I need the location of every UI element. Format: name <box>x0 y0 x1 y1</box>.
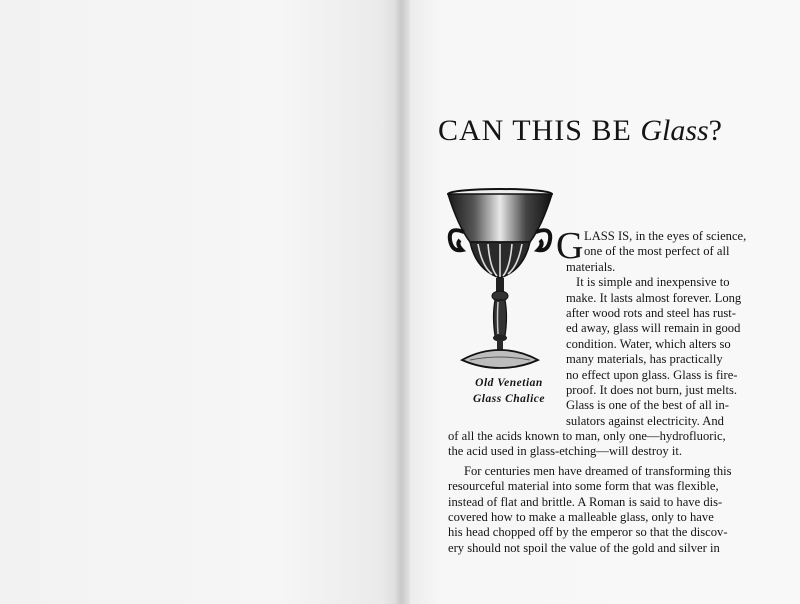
text-line: make. It lasts almost forever. Long <box>566 290 742 305</box>
drop-cap-letter: G <box>556 225 584 267</box>
book-gutter <box>396 0 410 604</box>
paragraph-second-line <box>584 244 729 259</box>
illustration-caption <box>463 375 555 407</box>
text-line: Glass is one of the best of all in- <box>566 398 729 413</box>
text-line: covered how to make a malleable glass, only to have <box>448 509 714 524</box>
text-line: ed away, glass will remain in good <box>566 321 741 336</box>
page-title <box>438 112 778 150</box>
text-column-narrow <box>566 260 776 429</box>
text-line: of all the acids known to man, only one—hydrofluoric, <box>448 429 726 443</box>
text-line: one of the most perfect of all <box>584 244 730 259</box>
paragraph-first-line <box>584 229 746 244</box>
text-line: materials. <box>566 259 616 274</box>
title-prefix: CAN THIS BE <box>438 114 641 147</box>
text-line: many materials, has practically <box>566 352 723 367</box>
text-line: his head chopped off by the emperor so that the discov- <box>448 525 728 540</box>
text-line: condition. Water, which alters so <box>566 336 731 351</box>
text-line: LASS IS, in the eyes of science, <box>584 229 747 243</box>
text-line: sulators against electricity. And <box>566 413 724 428</box>
text-line: no effect upon glass. Glass is fire- <box>566 367 738 382</box>
text-column-wide <box>448 429 778 556</box>
text-line: instead of flat and brittle. A Roman is said to have dis- <box>448 494 723 509</box>
glass-chalice-illustration <box>440 186 560 372</box>
title-suffix: ? <box>708 114 723 147</box>
text-line: proof. It does not burn, just melts. <box>566 382 738 397</box>
title-italic-word: Glass <box>640 114 709 147</box>
left-page <box>0 0 398 604</box>
text-line: ery should not spoil the value of the gold and silver in <box>448 540 720 555</box>
text-line: after wood rots and steel has rust- <box>566 305 736 320</box>
caption-line: Old Venetian <box>475 377 543 389</box>
text-line: the acid used in glass-etching—will destroy it. <box>448 444 682 459</box>
text-line: resourceful material into some form that was flexible, <box>448 479 719 494</box>
text-line: It is simple and inexpensive to <box>576 275 730 290</box>
text-line: For centuries men have dreamed of transforming this <box>464 463 732 478</box>
caption-line: Glass Chalice <box>473 393 545 405</box>
